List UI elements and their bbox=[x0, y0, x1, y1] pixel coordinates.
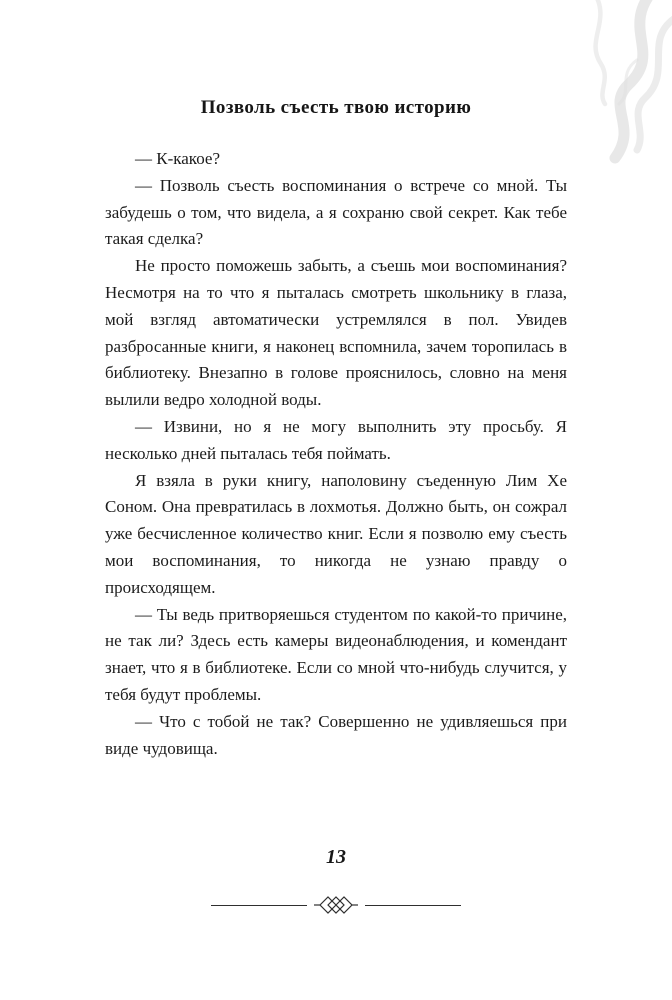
divider-line-left bbox=[211, 905, 307, 906]
paragraph-narration: Я взяла в руки книгу, наполовину съеденную Лим Хе Соном. Она превратилась в лохмотья. Должно быть, он сожрал уже бесчисленное количество книг. Если я позволю ему съесть мои воспоминания, то никогда не узнаю правду о происходящем. bbox=[105, 470, 567, 597]
paragraph-narration: Не просто поможешь забыть, а съешь мои воспоминания? Несмотря на то что я пыталась смотреть школьнику в глаза, мой взгляд автоматически устремлялся в пол. Увидев разбросанные книги, я наконец вспомнила, зачем торопилась в библиотеку. Внезапно в голове прояснилось, словно на меня вылили ведро холодной воды. bbox=[105, 256, 567, 410]
paragraph-dialogue: — Что с тобой не так? Совершенно не удивляешься при виде чудовища. bbox=[105, 711, 567, 758]
footer-divider bbox=[0, 893, 672, 917]
paragraph-dialogue: — К-какое? bbox=[135, 149, 220, 168]
page-number: 13 bbox=[326, 846, 346, 868]
paragraph-dialogue: — Извини, но я не могу выполнить эту просьбу. Я несколько дней пыталась тебя поймать. bbox=[105, 416, 567, 463]
divider-line-right bbox=[365, 905, 461, 906]
paragraph-dialogue: — Ты ведь притворяешься студентом по какой-то причине, не так ли? Здесь есть камеры видеонаблюдения, и комендант знает, что я в библиотеке. Если со мной что-нибудь случится, у тебя будут проблемы. bbox=[105, 604, 567, 704]
body-text bbox=[105, 146, 567, 762]
paragraph-dialogue: — Позволь съесть воспоминания о встрече со мной. Ты забудешь о том, что видела, а я сохраню свой секрет. Как тебе такая сделка? bbox=[105, 175, 567, 249]
smoke-swirl-icon bbox=[497, 0, 672, 165]
endless-knot-icon bbox=[314, 893, 358, 917]
page-title: Позволь съесть твою историю bbox=[200, 97, 472, 118]
